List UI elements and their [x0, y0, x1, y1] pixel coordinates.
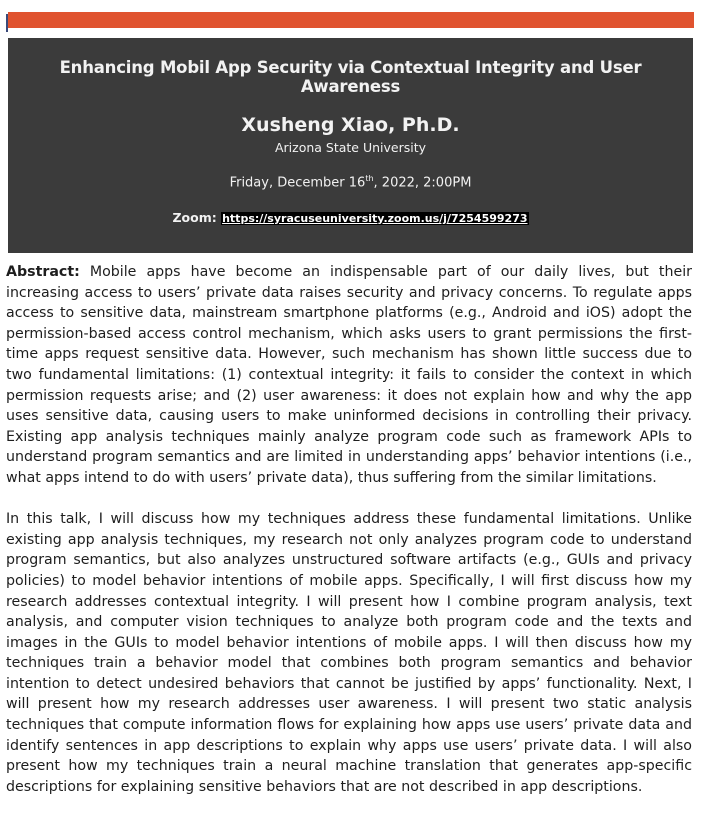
abstract-text: Mobile apps have become an indispensable part of our daily lives, but their increasing access to users’ private data raises security and privacy concerns. To regulate apps access to sensitive data, mainstream smartphone platforms (e.g., Android and iOS) adopt the permission-based access control mechanism, which asks users to grant permissions the first-time apps request sensitive data. However, such mechanism has shown little success due to two fundamental limitations: (1) contextual integrity: it fails to consider the context in which permission requests arise; and (2) user awareness: it does not explain how and why the app uses sensitive data, causing users to make uninformed decisions in controlling their privacy. Existing app analysis techniques mainly analyze program code such as framework APIs to understand program semantics and are limited in understanding apps’ behavior intentions (i.e., what apps intend to do with users’ private data), thus suffering from the similar limitations.	[6, 264, 692, 486]
talk-title: Enhancing Mobil App Security via Contextual Integrity and User Awareness	[59, 58, 642, 96]
abstract-paragraph	[6, 262, 692, 489]
talk-paragraph: In this talk, I will discuss how my techniques address these fundamental limitations. Unlike existing app analysis techniques, my research not only analyzes program code to understand program semantics, but also analyzes unstructured software artifacts (e.g., GUIs and privacy policies) to model behavior intentions of mobile apps. Specifically, I will first discuss how my research addresses contextual integrity. I will present how I combine program analysis, text analysis, and computer vision techniques to analyze both program code and the texts and images in the GUIs to model behavior intentions of mobile apps. I will then discuss how my techniques train a behavior model that combines both program semantics and behavior intention to detect undesired behaviors that cannot be justified by apps’ functionality. Next, I will present how my research addresses user awareness. I will present two static analysis techniques that compute information flows for explaining how apps use users’ private data and identify sentences in app descriptions to explain why apps use users’ private data. I will also present how my techniques train a neural machine translation that generates app-specific descriptions for explaining sensitive behaviors that are not described in app descriptions.	[6, 511, 692, 795]
date-prefix: Friday, December 16	[229, 175, 366, 191]
accent-bar	[8, 12, 694, 28]
event-date	[8, 174, 693, 190]
zoom-label: Zoom:	[172, 210, 217, 225]
zoom-link[interactable]: https://syracuseuniversity.zoom.us/j/7254599273	[222, 212, 528, 225]
speaker-affiliation: Arizona State University	[274, 140, 427, 155]
event-banner	[8, 38, 693, 253]
abstract-label: Abstract:	[6, 264, 80, 280]
speaker-name: Xusheng Xiao, Ph.D.	[241, 114, 460, 136]
document-body	[6, 262, 692, 797]
date-rest: , 2022, 2:00PM	[373, 175, 472, 191]
zoom-line	[8, 210, 693, 225]
cursor-mark	[6, 14, 8, 32]
date-suffix: th	[365, 174, 374, 183]
